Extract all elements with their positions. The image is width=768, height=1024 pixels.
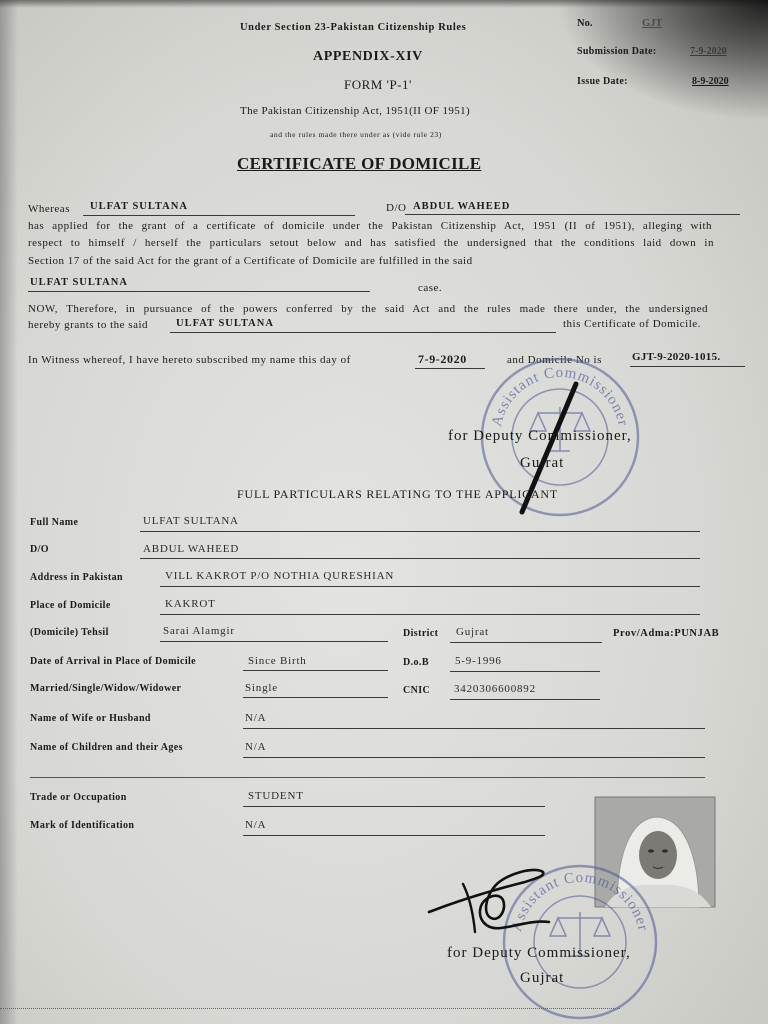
fill-line [140,531,700,532]
occupation-label: Trade or Occupation [30,792,127,803]
identification-mark-value: N/A [245,819,267,831]
dob-label: D.o.B [403,657,429,668]
fill-line [243,697,388,698]
spouse-label: Name of Wife or Husband [30,713,151,724]
marital-status-label: Married/Single/Widow/Widower [30,683,182,694]
fill-line [450,699,600,700]
district-value: Gujrat [456,626,489,638]
body-line-1: has applied for the grant of a certificate of domicile under the Pakistan Citizenship Act, 1951 (II of 1951), alleging with [28,220,712,232]
page-title: CERTIFICATE OF DOMICILE [237,154,482,173]
identification-mark-label: Mark of Identification [30,820,135,831]
marital-status-value: Single [245,682,278,694]
do-field-value: ABDUL WAHEED [143,543,240,555]
address-label: Address in Pakistan [30,572,123,583]
case-name-fill: ULFAT SULTANA [30,277,128,288]
fill-line [243,835,545,836]
signatory-bottom-line-2: Gujrat [520,970,565,986]
now-line-2-end: this Certificate of Domicile. [563,318,701,330]
province-value: Prov/Adma:PUNJAB [613,628,720,639]
tehsil-label: (Domicile) Tehsil [30,627,109,638]
do-field-label: D/O [30,544,49,555]
rules-note: and the rules made there under as (vide rule 23) [270,130,442,139]
fill-line [160,614,700,615]
fill-line [630,366,745,367]
children-value: N/A [245,741,267,753]
full-name-value: ULFAT SULTANA [143,515,239,527]
rules-line: Under Section 23-Pakistan Citizenship Rules [240,22,467,33]
place-of-domicile-value: KAKROT [165,598,216,610]
section-divider [30,777,705,778]
cnic-value: 3420306600892 [454,683,536,695]
dob-value: 5-9-1996 [455,655,502,667]
grant-name-fill: ULFAT SULTANA [176,318,274,329]
fill-line [415,368,485,369]
fill-line [243,757,705,758]
submission-date-value: 7-9-2020 [690,46,727,57]
fill-line [243,806,545,807]
tehsil-value: Sarai Alamgir [163,625,235,637]
do-label: D/O [386,202,407,214]
fill-line [243,670,388,671]
arrival-value: Since Birth [248,655,307,667]
body-line-3: Section 17 of the said Act for the grant of a Certificate of Domicile are fulfilled in the said [28,255,473,267]
body-line-2: respect to himself / herself the particulars setout below and has satisfied the undersigned that the conditions laid down in [28,237,714,249]
case-word: case. [418,282,443,294]
handwritten-signature [425,862,555,942]
fill-line [243,728,705,729]
occupation-value: STUDENT [248,790,304,802]
address-value: VILL KAKROT P/O NOTHIA QURESHIAN [165,570,395,582]
particulars-heading: FULL PARTICULARS RELATING TO THE APPLICANT [237,487,559,501]
bottom-edge-line [0,1008,620,1009]
fill-line [450,642,602,643]
whereas-word: Whereas [28,203,70,215]
now-line-2-start: hereby grants to the said [28,319,149,331]
signatory-top-line-2: Gujrat [520,455,565,471]
fill-line [450,671,600,672]
father-name-fill: ABDUL WAHEED [413,201,511,212]
district-label: District [403,628,439,639]
children-label: Name of Children and their Ages [30,742,183,753]
appendix-heading: APPENDIX-XIV [313,49,423,64]
cnic-label: CNIC [403,685,431,696]
fill-line [28,291,370,292]
full-name-label: Full Name [30,517,79,528]
number-label: No. [577,18,593,29]
domicile-number-label: and Domicile No is [507,354,602,366]
spouse-value: N/A [245,712,267,724]
act-line: The Pakistan Citizenship Act, 1951(II OF 1951) [240,105,471,117]
fill-line [170,332,556,333]
now-line-1: NOW, Therefore, in pursuance of the powers conferred by the said Act and the rules made there under, the undersigned [28,303,708,315]
issue-date-value: 8-9-2020 [692,76,729,87]
number-value: GJT [642,18,663,29]
form-heading: FORM 'P-1' [344,77,412,92]
fill-line [405,214,740,215]
domicile-number: GJT-9-2020-1015. [632,351,721,363]
applicant-name-fill: ULFAT SULTANA [90,201,188,212]
witness-line: In Witness whereof, I have hereto subscribed my name this day of [28,354,351,366]
signatory-top-line-1: for Deputy Commissioner, [448,428,632,444]
submission-date-label: Submission Date: [577,46,657,57]
fill-line [160,586,700,587]
fill-line [83,215,355,216]
signatory-bottom-line-1: for Deputy Commissioner, [447,945,631,961]
place-of-domicile-label: Place of Domicile [30,600,111,611]
fill-line [140,558,700,559]
witness-date: 7-9-2020 [418,352,467,366]
fill-line [160,641,388,642]
seal-text-path: Assistant Commissioner [508,869,651,934]
seal-text-path: Assistant Commissioner [488,364,631,429]
arrival-label: Date of Arrival in Place of Domicile [30,656,197,667]
issue-date-label: Issue Date: [577,76,628,87]
